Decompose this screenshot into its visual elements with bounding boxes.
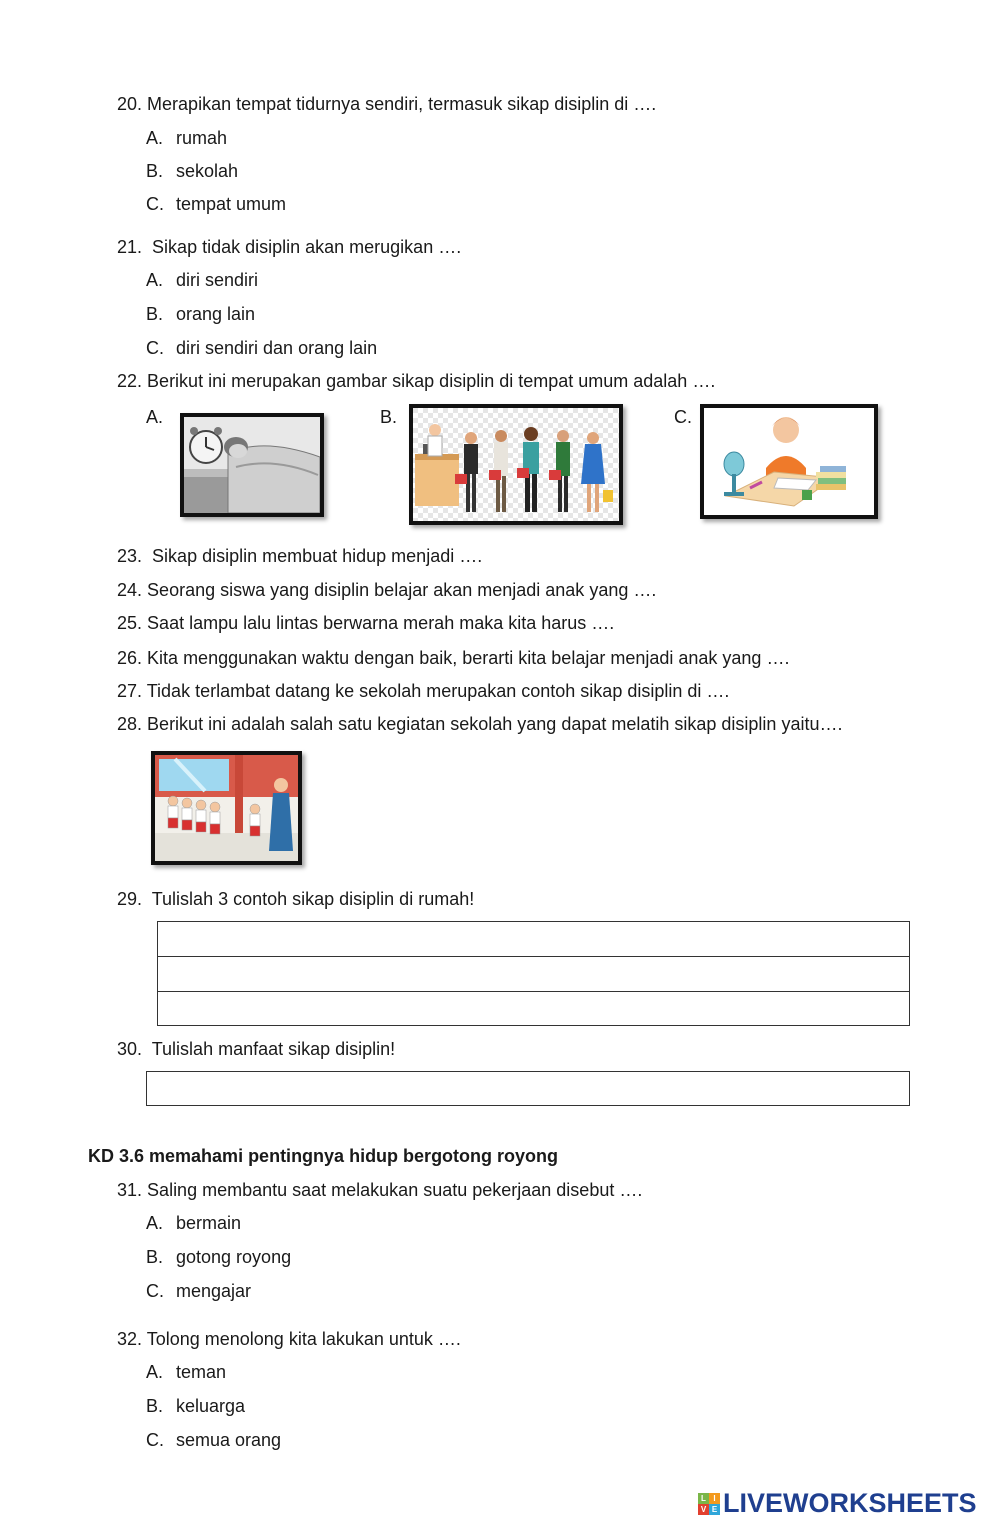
- logo-mark-letter: L: [698, 1493, 709, 1504]
- option-letter: C.: [146, 338, 164, 358]
- option[interactable]: [146, 1246, 291, 1268]
- question-number: 23.: [117, 546, 143, 566]
- answer-box-29-3[interactable]: [157, 991, 910, 1026]
- question-text: Saat lampu lalu lintas berwarna merah maka kita harus ….: [147, 613, 615, 633]
- option[interactable]: [146, 1212, 241, 1234]
- option-text: semua orang: [176, 1430, 282, 1450]
- option-text: rumah: [176, 128, 228, 148]
- option-text: teman: [176, 1362, 227, 1382]
- image-option-a-sleeping-bed[interactable]: [180, 413, 324, 517]
- question-31: [117, 1179, 642, 1201]
- option-text: keluarga: [176, 1396, 246, 1416]
- answer-box-30[interactable]: [146, 1071, 910, 1106]
- option-text: diri sendiri: [176, 270, 259, 290]
- option-letter-c[interactable]: C.: [674, 407, 692, 427]
- question-29: [117, 888, 474, 910]
- option-letter-a[interactable]: A.: [146, 407, 164, 427]
- question-number: 21.: [117, 237, 143, 257]
- question-text: Tolong menolong kita lakukan untuk ….: [146, 1329, 461, 1349]
- option[interactable]: [146, 1395, 245, 1417]
- question-23: [117, 545, 482, 567]
- option-letter: B.: [146, 1396, 164, 1416]
- queue-illustration: [413, 408, 619, 521]
- option-letter: A.: [146, 128, 164, 148]
- option-text: bermain: [176, 1213, 242, 1233]
- option[interactable]: [146, 337, 377, 359]
- question-30: [117, 1038, 395, 1060]
- question-number: 29.: [117, 889, 143, 909]
- option-text: diri sendiri dan orang lain: [176, 338, 378, 358]
- liveworksheets-logo-icon: [698, 1493, 720, 1515]
- option-letter: C.: [146, 194, 164, 214]
- question-text: Sikap tidak disiplin akan merugikan ….: [152, 237, 462, 257]
- option-text: orang lain: [176, 304, 256, 324]
- question-20: [117, 93, 656, 115]
- question-number: 26.: [117, 648, 143, 668]
- image-students-lining-up: [151, 751, 302, 865]
- option-letter: A.: [146, 1213, 164, 1233]
- option[interactable]: [146, 193, 286, 215]
- option-text: gotong royong: [176, 1247, 292, 1267]
- logo-mark-letter: E: [709, 1504, 720, 1515]
- question-21: [117, 236, 461, 258]
- question-27: [117, 680, 729, 702]
- option-letter: A.: [146, 1362, 164, 1382]
- question-text: Kita menggunakan waktu dengan baik, berarti kita belajar menjadi anak yang ….: [147, 648, 790, 668]
- question-number: 22.: [117, 371, 143, 391]
- question-text: Seorang siswa yang disiplin belajar akan menjadi anak yang ….: [147, 580, 657, 600]
- option[interactable]: [146, 1280, 251, 1302]
- option-letter-b[interactable]: B.: [380, 407, 398, 427]
- option[interactable]: [146, 127, 227, 149]
- option-text: mengajar: [176, 1281, 252, 1301]
- question-text: Berikut ini merupakan gambar sikap disiplin di tempat umum adalah ….: [147, 371, 716, 391]
- question-text: Tulislah manfaat sikap disiplin!: [151, 1039, 396, 1059]
- question-text: Tulislah 3 contoh sikap disiplin di rumah!: [151, 889, 475, 909]
- question-number: 32.: [117, 1329, 143, 1349]
- question-number: 30.: [117, 1039, 143, 1059]
- option-text: tempat umum: [176, 194, 287, 214]
- option[interactable]: [146, 1361, 226, 1383]
- question-number: 25.: [117, 613, 143, 633]
- option[interactable]: [146, 269, 258, 291]
- question-28: [117, 713, 842, 735]
- section-heading: KD 3.6 memahami pentingnya hidup bergotong royong: [88, 1146, 559, 1166]
- question-number: 31.: [117, 1180, 143, 1200]
- image-option-c-study-desk[interactable]: [700, 404, 878, 519]
- option-letter: B.: [146, 304, 164, 324]
- option-letter: B.: [146, 1247, 164, 1267]
- question-number: 28.: [117, 714, 143, 734]
- option-text: sekolah: [176, 161, 239, 181]
- question-text: Saling membantu saat melakukan suatu pekerjaan disebut ….: [147, 1180, 643, 1200]
- liveworksheets-logo[interactable]: [698, 1488, 977, 1519]
- logo-text: LIVEWORKSHEETS: [723, 1488, 977, 1518]
- question-25: [117, 612, 614, 634]
- answer-box-29-1[interactable]: [157, 921, 910, 957]
- option-letter: A.: [146, 270, 164, 290]
- option-letter: C.: [146, 1430, 164, 1450]
- question-26: [117, 647, 789, 669]
- question-number: 24.: [117, 580, 143, 600]
- students-line-illustration: [155, 755, 298, 861]
- question-22: [117, 370, 715, 392]
- option[interactable]: [146, 303, 255, 325]
- question-text: Sikap disiplin membuat hidup menjadi ….: [152, 546, 483, 566]
- option-letter: C.: [146, 1281, 164, 1301]
- option[interactable]: [146, 160, 238, 182]
- answer-box-29-2[interactable]: [157, 956, 910, 992]
- option-letter: B.: [146, 161, 164, 181]
- option[interactable]: [146, 1429, 281, 1451]
- question-32: [117, 1328, 461, 1350]
- sleeping-bed-illustration: [184, 417, 320, 513]
- study-desk-illustration: [704, 408, 874, 515]
- logo-mark-letter: V: [698, 1504, 709, 1515]
- question-text: Merapikan tempat tidurnya sendiri, termasuk sikap disiplin di ….: [147, 94, 657, 114]
- logo-mark-letter: I: [709, 1493, 720, 1504]
- question-text: Berikut ini adalah salah satu kegiatan sekolah yang dapat melatih sikap disiplin yaitu….: [147, 714, 843, 734]
- image-option-b-queue[interactable]: [409, 404, 623, 525]
- question-number: 20.: [117, 94, 143, 114]
- question-number: 27.: [117, 681, 143, 701]
- question-24: [117, 579, 656, 601]
- question-text: Tidak terlambat datang ke sekolah merupakan contoh sikap disiplin di ….: [146, 681, 730, 701]
